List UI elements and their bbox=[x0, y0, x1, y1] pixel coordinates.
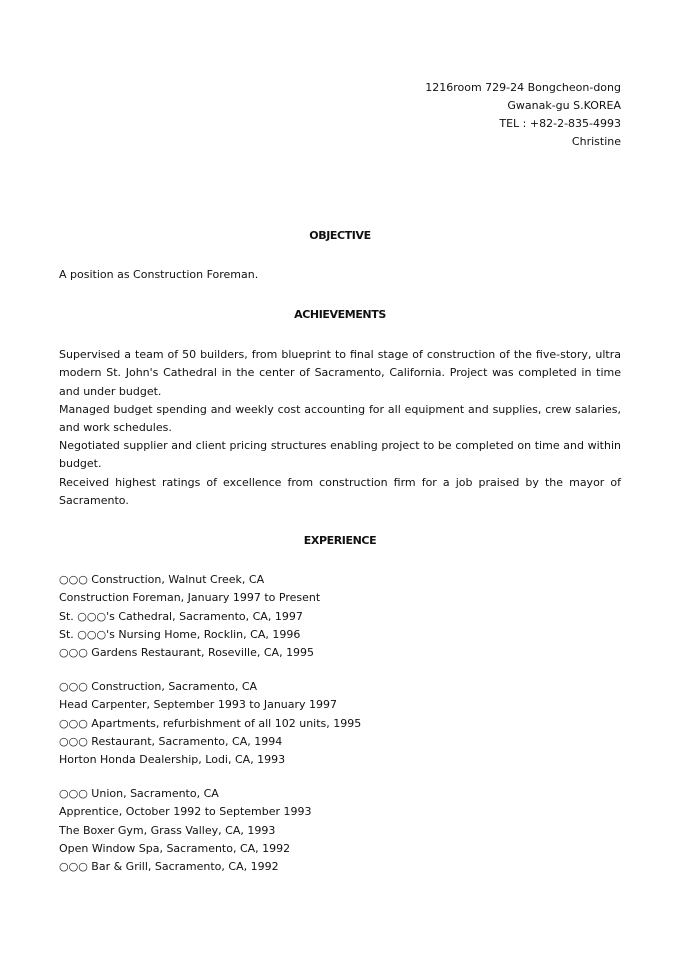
achievement-item: Supervised a team of 50 builders, from blueprint to final stage of construction of the five-story, ultra modern St. John's Cathedral in the center of Sacramento, California. Project was completed in time and under budget. bbox=[59, 348, 621, 398]
employer-line: ○○○ Construction, Walnut Creek, CA bbox=[59, 573, 265, 586]
project-line: ○○○ Apartments, refurbishment of all 102 units, 1995 bbox=[59, 716, 362, 730]
achievement-item: Received highest ratings of excellence from construction firm for a job praised by the mayor of Sacramento. bbox=[59, 476, 621, 508]
position-line: Apprentice, October 1992 to September 1993 bbox=[59, 805, 312, 819]
project-line: The Boxer Gym, Grass Valley, CA, 1993 bbox=[59, 823, 276, 837]
contact-block bbox=[425, 79, 621, 151]
objective-text: A position as Construction Foreman. bbox=[59, 268, 259, 281]
name-line: Christine bbox=[571, 135, 621, 148]
experience-group bbox=[59, 678, 361, 769]
experience-heading: EXPERIENCE bbox=[303, 534, 377, 547]
project-line: St. ○○○'s Cathedral, Sacramento, CA, 1997 bbox=[59, 609, 303, 623]
address-line: 1216room 729-24 Bongcheon-dong bbox=[425, 81, 621, 94]
achievement-item: Negotiated supplier and client pricing structures enabling project to be completed on time and within budget. bbox=[59, 439, 621, 471]
experience-group bbox=[59, 785, 312, 876]
phone-line: TEL : +82-2-835-4993 bbox=[499, 117, 621, 130]
achievement-item: Managed budget spending and weekly cost accounting for all equipment and supplies, crew salaries, and work schedules. bbox=[59, 403, 621, 435]
position-line: Head Carpenter, September 1993 to January 1997 bbox=[59, 698, 338, 712]
project-line: St. ○○○'s Nursing Home, Rocklin, CA, 1996 bbox=[59, 627, 301, 641]
project-line: ○○○ Restaurant, Sacramento, CA, 1994 bbox=[59, 734, 283, 748]
position-line: Construction Foreman, January 1997 to Present bbox=[59, 591, 321, 605]
objective-heading: OBJECTIVE bbox=[309, 229, 371, 242]
project-line: ○○○ Gardens Restaurant, Roseville, CA, 1995 bbox=[59, 646, 315, 660]
employer-line: ○○○ Construction, Sacramento, CA bbox=[59, 680, 258, 693]
employer-line: ○○○ Union, Sacramento, CA bbox=[59, 787, 219, 800]
project-line: Horton Honda Dealership, Lodi, CA, 1993 bbox=[59, 753, 286, 767]
address-line: Gwanak-gu S.KOREA bbox=[507, 99, 621, 112]
achievements-heading: ACHIEVEMENTS bbox=[294, 308, 386, 321]
project-line: Open Window Spa, Sacramento, CA, 1992 bbox=[59, 841, 291, 855]
project-line: ○○○ Bar & Grill, Sacramento, CA, 1992 bbox=[59, 860, 279, 874]
experience-group bbox=[59, 571, 320, 662]
